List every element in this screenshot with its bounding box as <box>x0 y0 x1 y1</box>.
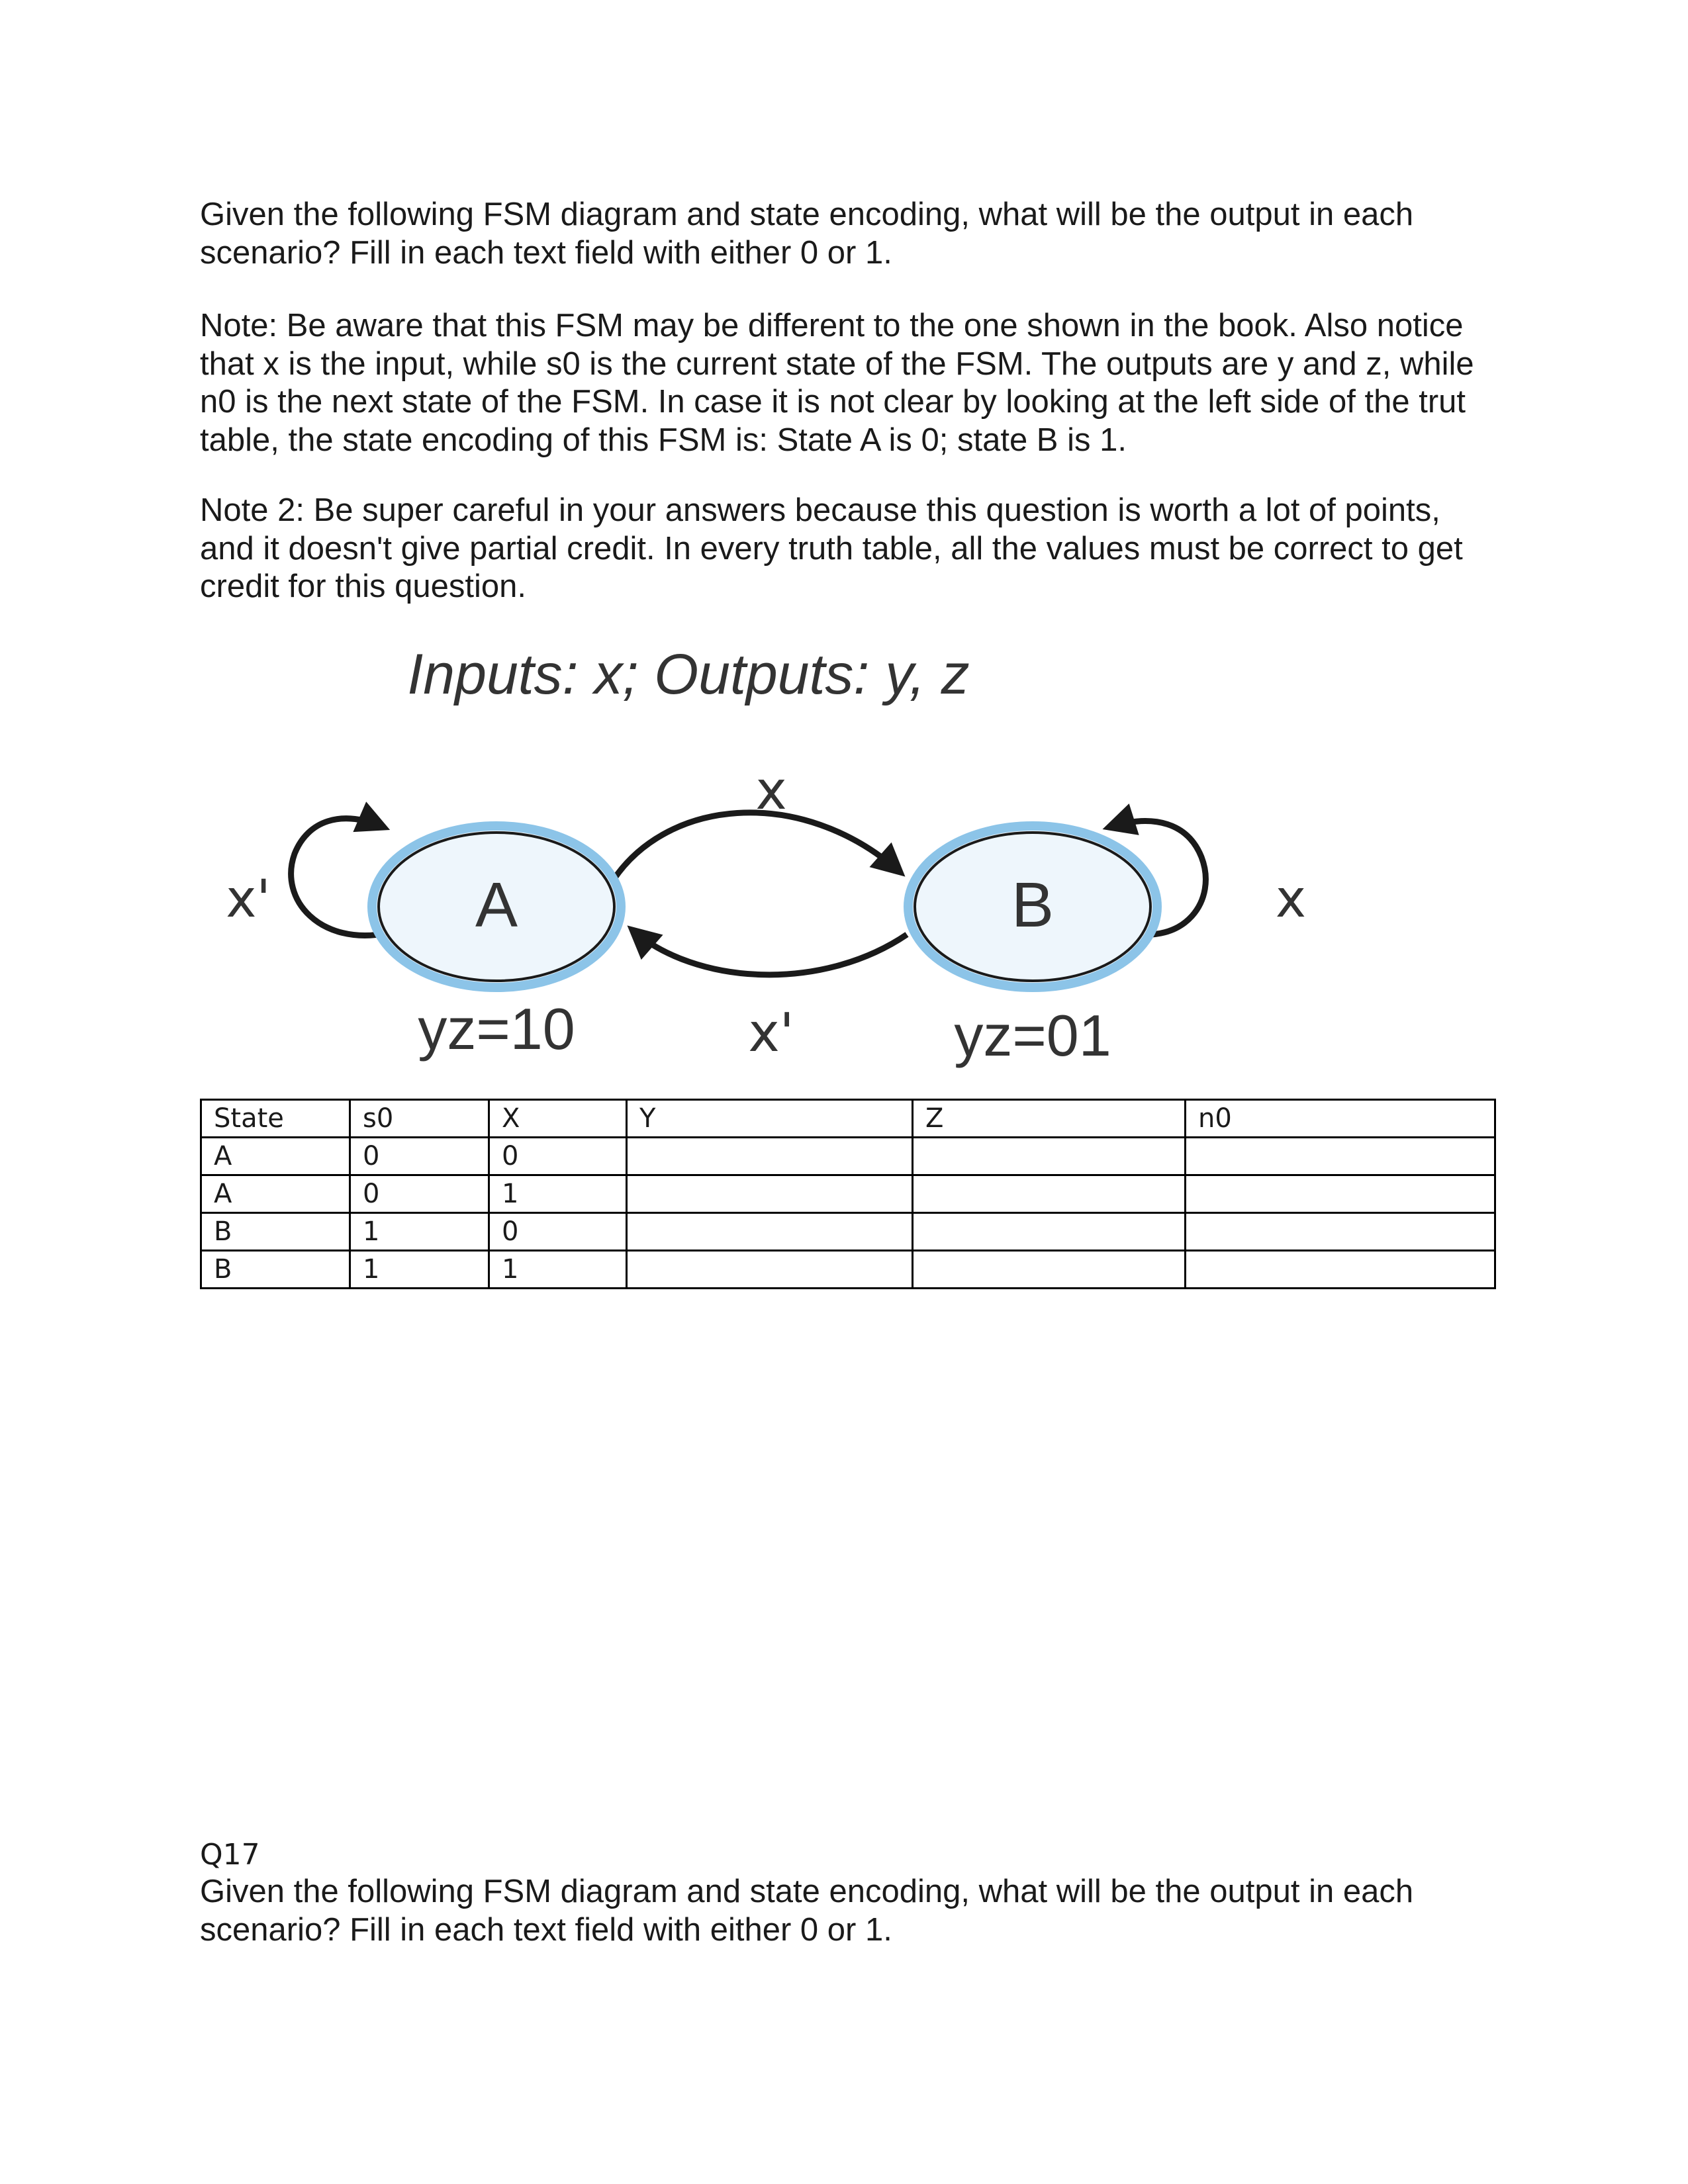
answer-z-input[interactable] <box>925 1176 1184 1212</box>
header-z: Z <box>913 1100 1186 1138</box>
answer-y-input[interactable] <box>639 1138 912 1174</box>
table-row <box>201 1138 1495 1175</box>
cell-s0: 1 <box>350 1213 489 1251</box>
cell-state: B <box>201 1251 350 1289</box>
cell-x: 1 <box>489 1175 627 1213</box>
question-number: Q17 <box>200 1838 260 1872</box>
edge-b-to-a-label: x' <box>748 1002 794 1064</box>
answer-n0-input[interactable] <box>1198 1251 1494 1287</box>
answer-y-input[interactable] <box>639 1176 912 1212</box>
state-b-label: B <box>1011 870 1055 940</box>
edge-b-to-a <box>632 930 907 975</box>
note-2: Note 2: Be super careful in your answers because this question is worth a lot of points, and it doesn't give partial credit. In every truth table, all the values must be correct to get credit for this question. <box>200 492 1463 604</box>
edge-a-to-b <box>609 813 900 887</box>
header-y: Y <box>627 1100 913 1138</box>
cell-state: A <box>201 1138 350 1175</box>
table-row <box>201 1213 1495 1251</box>
self-loop-a-label: x' <box>226 870 271 929</box>
note-1: Note: Be aware that this FSM may be different to the one shown in the book. Also notice that x is the input, while s0 is the current state of the FSM. The outputs are y and z, while n0 is the next state of the FSM. In case it is not clear by looking at the left side of the trut table, the state encoding of this FSM is: State A is 0; state B is 1. <box>200 308 1474 458</box>
header-x: X <box>489 1100 627 1138</box>
edge-a-to-b-label: x <box>755 760 787 821</box>
diagram-title: Inputs: x; Outputs: y, z <box>407 643 970 706</box>
answer-z-input[interactable] <box>925 1214 1184 1250</box>
answer-n0-input[interactable] <box>1198 1138 1494 1174</box>
cell-x: 0 <box>489 1213 627 1251</box>
next-question-text: Given the following FSM diagram and state encoding, what will be the output in each scenario? Fill in each text field with either 0 or 1. <box>200 1874 1414 1948</box>
answer-y-input[interactable] <box>639 1251 912 1287</box>
self-loop-b-label: x <box>1275 870 1307 929</box>
question-intro: Given the following FSM diagram and state encoding, what will be the output in each scenario? Fill in each text field with either 0 or 1. <box>200 197 1414 271</box>
table-row <box>201 1251 1495 1289</box>
answer-n0-input[interactable] <box>1198 1214 1494 1250</box>
state-a-output: yz=10 <box>418 996 575 1062</box>
answer-y-input[interactable] <box>639 1214 912 1250</box>
header-state: State <box>201 1100 350 1138</box>
state-a-label: A <box>475 870 518 940</box>
cell-s0: 0 <box>350 1138 489 1175</box>
table-header-row <box>201 1100 1495 1138</box>
cell-x: 0 <box>489 1138 627 1175</box>
truth-table <box>200 1099 1496 1289</box>
cell-x: 1 <box>489 1251 627 1289</box>
cell-s0: 1 <box>350 1251 489 1289</box>
answer-z-input[interactable] <box>925 1138 1184 1174</box>
cell-s0: 0 <box>350 1175 489 1213</box>
cell-state: B <box>201 1213 350 1251</box>
header-n0: n0 <box>1186 1100 1495 1138</box>
table-row <box>201 1175 1495 1213</box>
answer-z-input[interactable] <box>925 1251 1184 1287</box>
cell-state: A <box>201 1175 350 1213</box>
header-s0: s0 <box>350 1100 489 1138</box>
state-b-output: yz=01 <box>954 1003 1111 1068</box>
answer-n0-input[interactable] <box>1198 1176 1494 1212</box>
fsm-diagram <box>185 635 1350 1085</box>
